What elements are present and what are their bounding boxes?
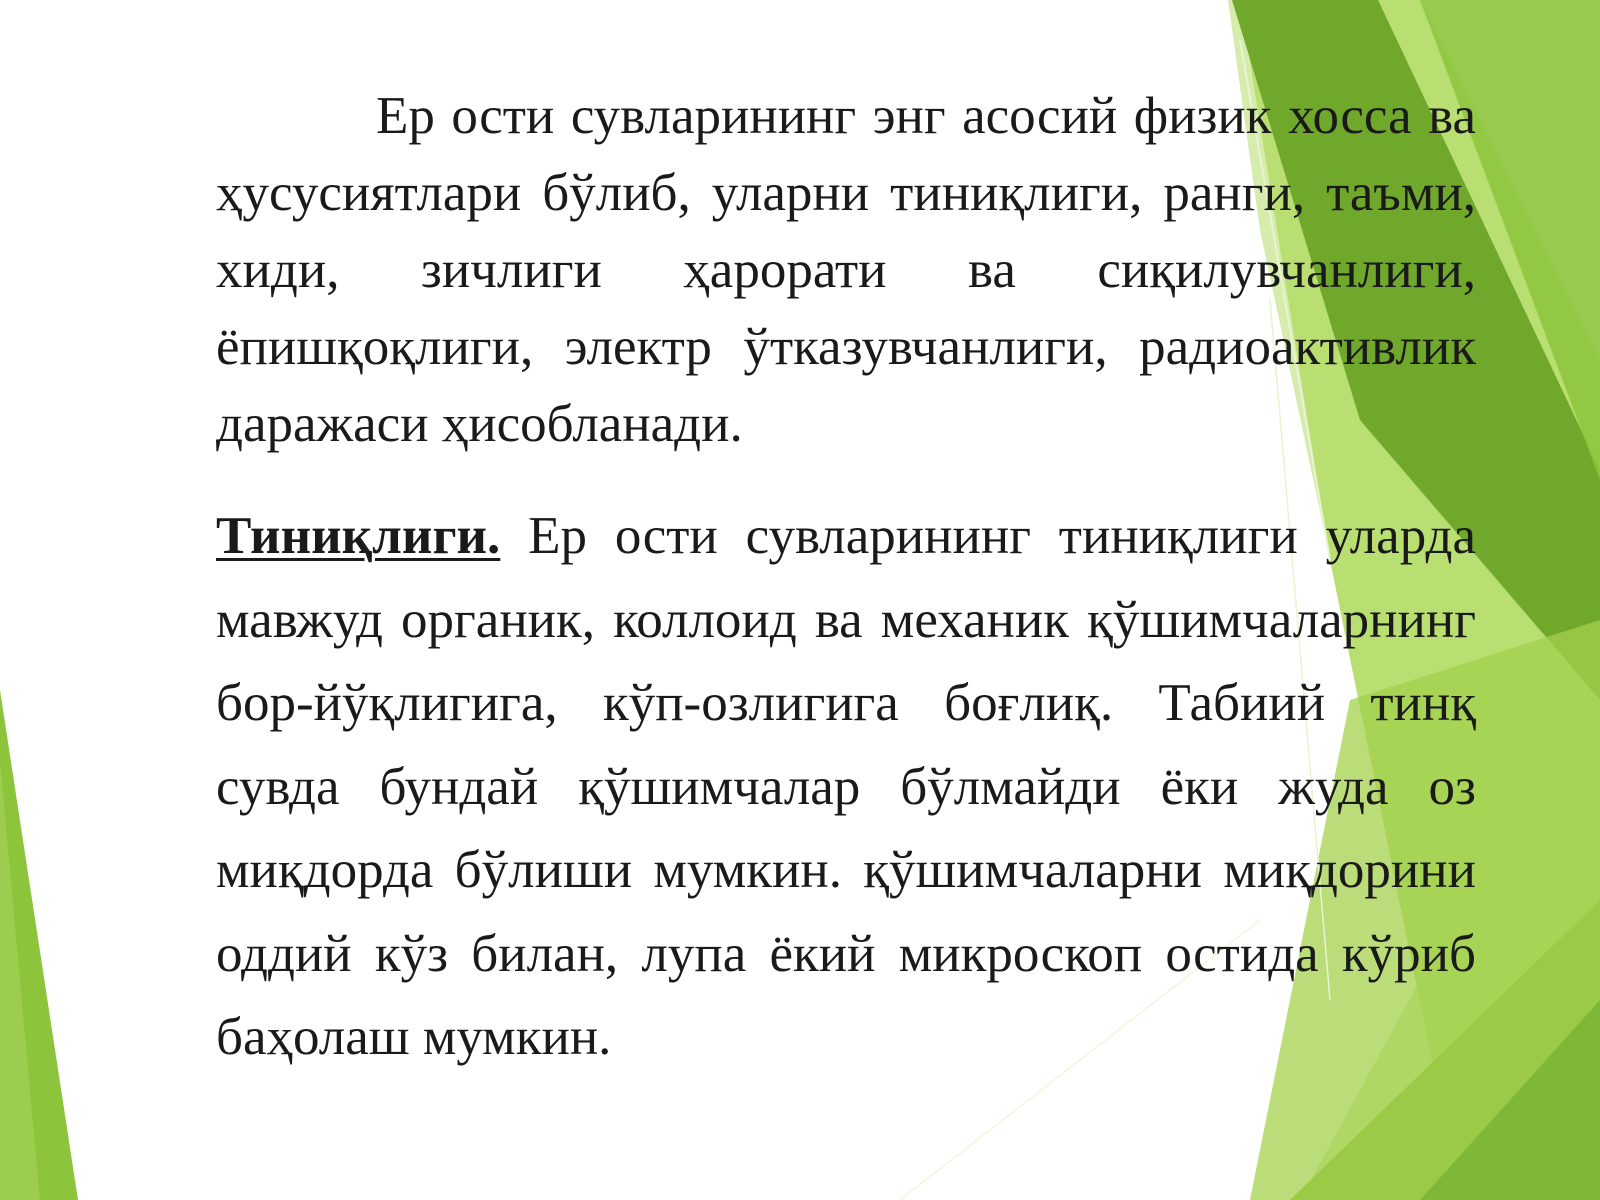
- intro-paragraph: Ер ости сувларининг энг асосий физик хосса ва ҳусусиятлари бўлиб, уларни тиниқлиги, ранги, таъми, хиди, зичлиги ҳарорати ва сиқилувчанлиги, ёпишқоқлиги, электр ўтказувчанлиги, радиоактивлик даражаси ҳисобланади.: [216, 87, 1476, 453]
- clarity-text: Ер ости сувларининг тиниқлиги уларда мавжуд органик, коллоид ва механик қўшимчаларнинг бор-йўқлигига, кўп-озлигига боғлиқ. Табиий тинқ сувда бундай қўшимчалар бўлмайди ёки жуда оз миқдорда бўлиши мумкин. қўшимчаларни миқдорини оддий кўз билан, лупа ёкий микроскоп остида кўриб баҳолаш мумкин.: [216, 507, 1476, 1066]
- clarity-paragraph: [216, 495, 1476, 1080]
- clarity-term: Тиниқлиги.: [216, 507, 501, 565]
